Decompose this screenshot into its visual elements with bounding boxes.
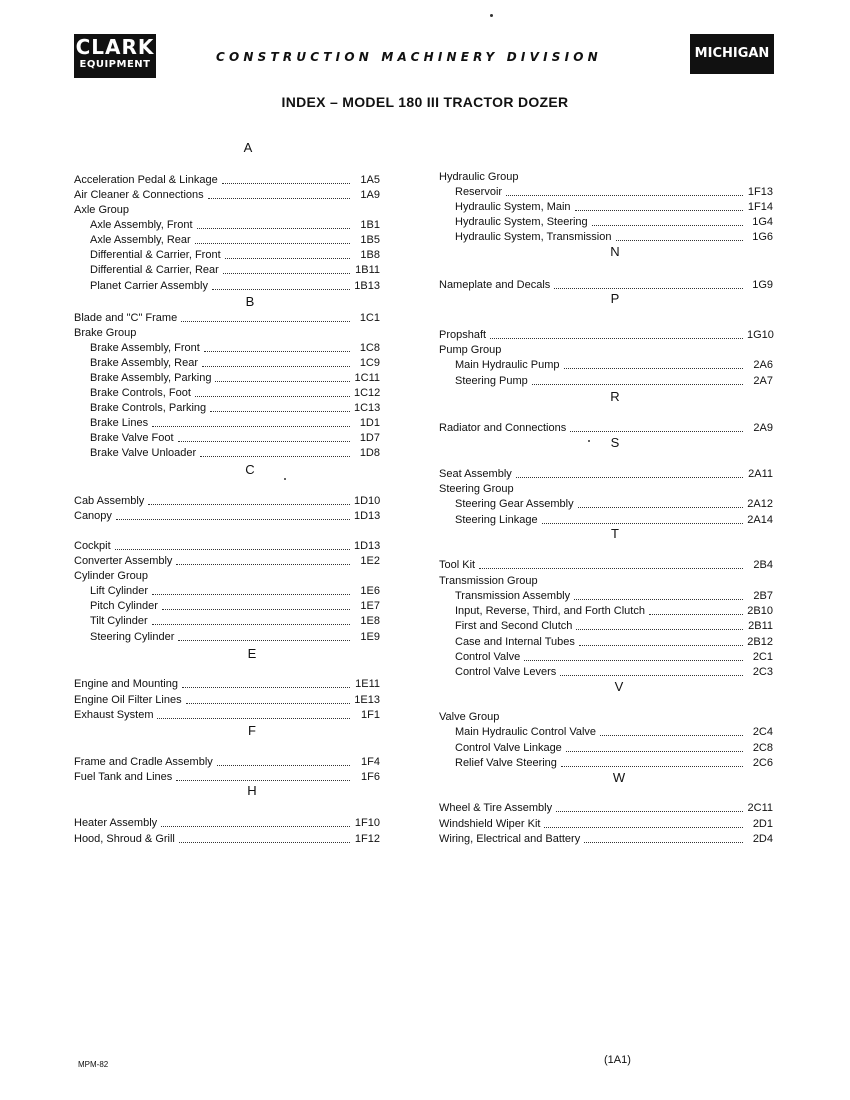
index-entry: Engine and Mounting 1E11 bbox=[74, 678, 380, 690]
index-entry: Engine Oil Filter Lines 1E13 bbox=[74, 694, 380, 706]
index-entry: Steering Cylinder 1E9 bbox=[90, 631, 380, 643]
index-entry: Converter Assembly 1E2 bbox=[74, 555, 380, 567]
index-entry: Reservoir 1F13 bbox=[455, 186, 773, 198]
section-letter-a: A bbox=[243, 140, 253, 155]
section-letter-r: R bbox=[610, 389, 620, 404]
document-code: MPM-82 bbox=[78, 1060, 109, 1069]
index-entry: Input, Reverse, Third, and Forth Clutch 2B10 bbox=[455, 605, 773, 617]
index-entry: Brake Controls, Parking 1C13 bbox=[90, 402, 381, 414]
index-entry: Relief Valve Steering 2C6 bbox=[455, 757, 773, 769]
division-heading: CONSTRUCTION MACHINERY DIVISION bbox=[216, 50, 602, 64]
section-letter-f: F bbox=[248, 723, 256, 738]
index-entry: Brake Controls, Foot 1C12 bbox=[90, 387, 381, 399]
index-group-heading: Pump Group bbox=[439, 344, 502, 356]
index-entry: Brake Valve Foot 1D7 bbox=[90, 432, 380, 444]
index-entry: Case and Internal Tubes 2B12 bbox=[455, 636, 773, 648]
index-entry: Air Cleaner & Connections 1A9 bbox=[74, 189, 380, 201]
index-entry: Wiring, Electrical and Battery 2D4 bbox=[439, 833, 773, 845]
index-group-heading: Cylinder Group bbox=[74, 570, 148, 582]
section-letter-s: S bbox=[610, 435, 620, 450]
index-entry: Windshield Wiper Kit 2D1 bbox=[439, 818, 773, 830]
index-group-heading: Axle Group bbox=[74, 204, 130, 216]
index-entry: Hydraulic System, Main 1F14 bbox=[455, 201, 773, 213]
index-entry: Brake Valve Unloader 1D8 bbox=[90, 447, 380, 459]
index-entry: Fuel Tank and Lines 1F6 bbox=[74, 771, 380, 783]
section-letter-c: C bbox=[245, 462, 255, 477]
index-entry: Heater Assembly 1F10 bbox=[74, 817, 380, 829]
index-entry: Radiator and Connections 2A9 bbox=[439, 422, 773, 434]
index-group-heading: Transmission Group bbox=[439, 575, 538, 587]
index-entry: Main Hydraulic Control Valve 2C4 bbox=[455, 726, 773, 738]
clark-logo-text: CLARK bbox=[75, 35, 155, 59]
scan-speck bbox=[588, 440, 590, 442]
index-group-heading: Brake Group bbox=[74, 327, 137, 339]
index-entry: Control Valve 2C1 bbox=[455, 651, 773, 663]
index-entry: Cockpit 1D13 bbox=[74, 540, 381, 552]
index-entry: Hydraulic System, Transmission 1G6 bbox=[455, 231, 773, 243]
index-entry: Brake Assembly, Parking 1C11 bbox=[90, 372, 380, 384]
index-entry: Control Valve Levers 2C3 bbox=[455, 666, 773, 678]
index-entry: Axle Assembly, Front 1B1 bbox=[90, 219, 380, 231]
section-letter-w: W bbox=[612, 770, 626, 785]
section-letter-b: B bbox=[245, 294, 255, 309]
index-entry: Brake Lines 1D1 bbox=[90, 417, 380, 429]
index-entry: Steering Gear Assembly 2A12 bbox=[455, 498, 773, 510]
index-entry: Propshaft 1G10 bbox=[439, 329, 774, 341]
index-entry: First and Second Clutch 2B11 bbox=[455, 620, 773, 632]
index-entry: Brake Assembly, Rear 1C9 bbox=[90, 357, 380, 369]
index-entry: Steering Pump 2A7 bbox=[455, 375, 773, 387]
index-entry: Pitch Cylinder 1E7 bbox=[90, 600, 380, 612]
section-letter-n: N bbox=[610, 244, 620, 259]
index-entry: Tilt Cylinder 1E8 bbox=[90, 615, 380, 627]
index-entry: Canopy 1D13 bbox=[74, 510, 381, 522]
index-entry: Blade and "C" Frame 1C1 bbox=[74, 312, 380, 324]
index-entry: Control Valve Linkage 2C8 bbox=[455, 742, 773, 754]
index-entry: Acceleration Pedal & Linkage 1A5 bbox=[74, 174, 380, 186]
index-entry: Nameplate and Decals 1G9 bbox=[439, 279, 773, 291]
index-entry: Cab Assembly 1D10 bbox=[74, 495, 381, 507]
michigan-logo: MICHIGAN bbox=[690, 34, 774, 74]
index-entry: Differential & Carrier, Front 1B8 bbox=[90, 249, 380, 261]
index-entry: Transmission Assembly 2B7 bbox=[455, 590, 773, 602]
index-entry: Seat Assembly 2A11 bbox=[439, 468, 773, 480]
equipment-logo-text: EQUIPMENT bbox=[79, 59, 151, 70]
index-entry: Wheel & Tire Assembly 2C11 bbox=[439, 802, 773, 814]
index-group-heading: Valve Group bbox=[439, 711, 500, 723]
section-letter-t: T bbox=[611, 526, 619, 541]
section-letter-h: H bbox=[247, 783, 257, 798]
scan-speck bbox=[284, 478, 286, 480]
section-letter-e: E bbox=[247, 646, 257, 661]
index-entry: Frame and Cradle Assembly 1F4 bbox=[74, 756, 380, 768]
index-entry: Main Hydraulic Pump 2A6 bbox=[455, 359, 773, 371]
index-group-heading: Steering Group bbox=[439, 483, 514, 495]
section-letter-p: P bbox=[610, 291, 620, 306]
index-entry: Exhaust System 1F1 bbox=[74, 709, 380, 721]
page-number: (1A1) bbox=[604, 1054, 631, 1066]
index-entry: Tool Kit 2B4 bbox=[439, 559, 773, 571]
index-entry: Hood, Shroud & Grill 1F12 bbox=[74, 833, 380, 845]
index-entry: Planet Carrier Assembly 1B13 bbox=[90, 280, 380, 292]
index-entry: Lift Cylinder 1E6 bbox=[90, 585, 380, 597]
index-group-heading: Hydraulic Group bbox=[439, 171, 519, 183]
index-entry: Differential & Carrier, Rear 1B11 bbox=[90, 264, 380, 276]
page-title: INDEX – MODEL 180 III TRACTOR DOZER bbox=[281, 94, 569, 110]
index-entry: Steering Linkage 2A14 bbox=[455, 514, 773, 526]
clark-equipment-logo bbox=[74, 34, 156, 78]
index-entry: Axle Assembly, Rear 1B5 bbox=[90, 234, 380, 246]
index-entry: Brake Assembly, Front 1C8 bbox=[90, 342, 380, 354]
section-letter-v: V bbox=[614, 679, 624, 694]
scan-speck bbox=[490, 14, 493, 17]
index-entry: Hydraulic System, Steering 1G4 bbox=[455, 216, 773, 228]
